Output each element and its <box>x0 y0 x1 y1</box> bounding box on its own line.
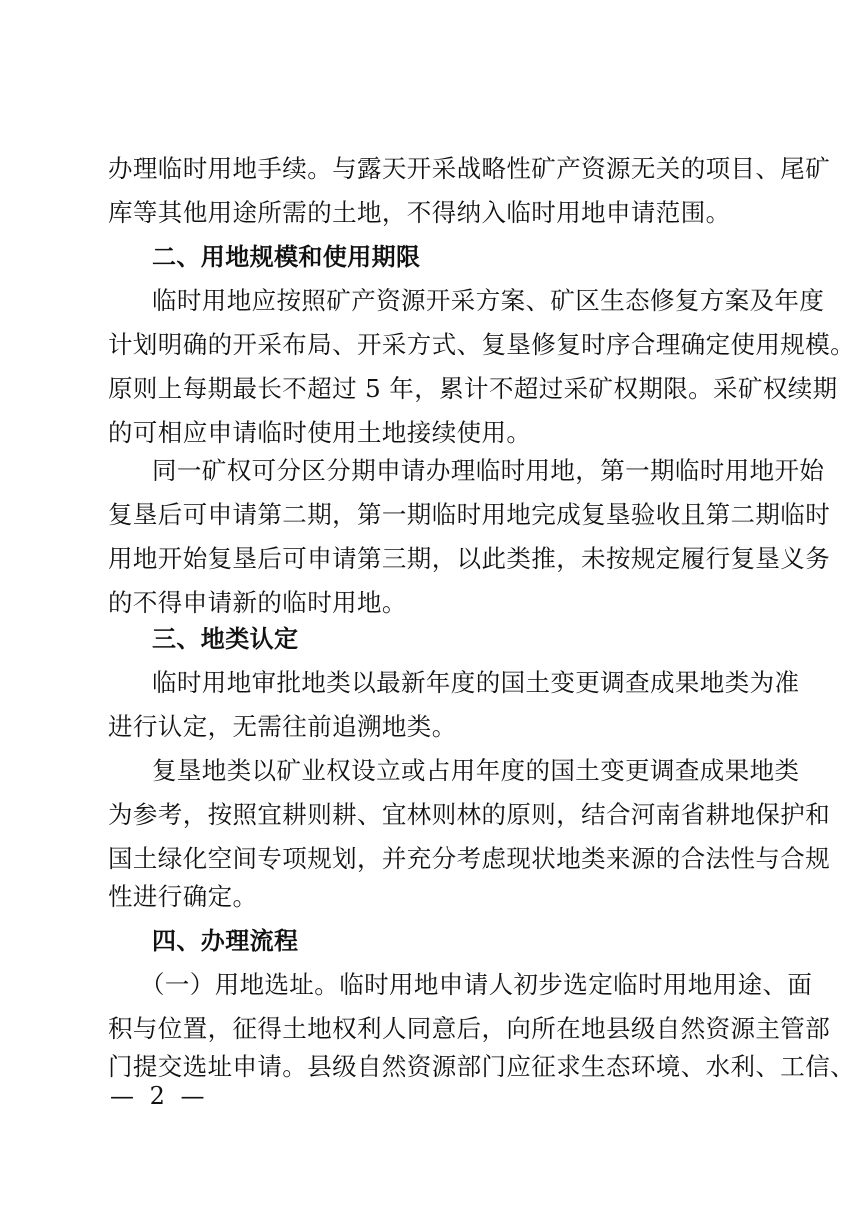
body-line: 门提交选址申请。县级自然资源部门应征求生态环境、水利、工信、 <box>108 1052 855 1081</box>
body-line: 同一矿权可分区分期申请办理临时用地，第一期临时用地开始 <box>152 456 825 485</box>
body-line: 积与位置，征得土地权利人同意后，向所在地县级自然资源主管部 <box>108 1014 831 1043</box>
body-line: 进行认定，无需往前追溯地类。 <box>108 712 457 741</box>
section-heading: 四、办理流程 <box>152 927 299 955</box>
body-line: 的可相应申请临时使用土地接续使用。 <box>108 418 532 447</box>
body-line: （一）用地选址。临时用地申请人初步选定临时用地用途、面 <box>140 970 813 999</box>
page-number: — 2 — <box>110 1082 209 1110</box>
body-line: 计划明确的开采布局、开采方式、复垦修复时序合理确定使用规模。 <box>108 330 855 359</box>
body-line: 的不得申请新的临时用地。 <box>108 588 407 617</box>
body-line: 原则上每期最长不超过 5 年，累计不超过采矿权期限。采矿权续期 <box>108 374 838 403</box>
body-line: 办理临时用地手续。与露天开采战略性矿产资源无关的项目、尾矿 <box>108 154 831 183</box>
body-line: 临时用地应按照矿产资源开采方案、矿区生态修复方案及年度 <box>152 286 825 315</box>
section-heading: 三、地类认定 <box>152 625 299 653</box>
body-line: 国土绿化空间专项规划，并充分考虑现状地类来源的合法性与合规 <box>108 844 831 873</box>
section-heading: 二、用地规模和使用期限 <box>152 243 421 271</box>
body-line: 复垦后可申请第二期，第一期临时用地完成复垦验收且第二期临时 <box>108 500 831 529</box>
body-line: 库等其他用途所需的土地，不得纳入临时用地申请范围。 <box>108 198 731 227</box>
body-line: 性进行确定。 <box>108 882 258 911</box>
body-line: 为参考，按照宜耕则耕、宜林则林的原则，结合河南省耕地保护和 <box>108 800 831 829</box>
body-line: 临时用地审批地类以最新年度的国土变更调查成果地类为准 <box>152 668 800 697</box>
body-line: 用地开始复垦后可申请第三期，以此类推，未按规定履行复垦义务 <box>108 544 831 573</box>
body-line: 复垦地类以矿业权设立或占用年度的国土变更调查成果地类 <box>152 756 800 785</box>
